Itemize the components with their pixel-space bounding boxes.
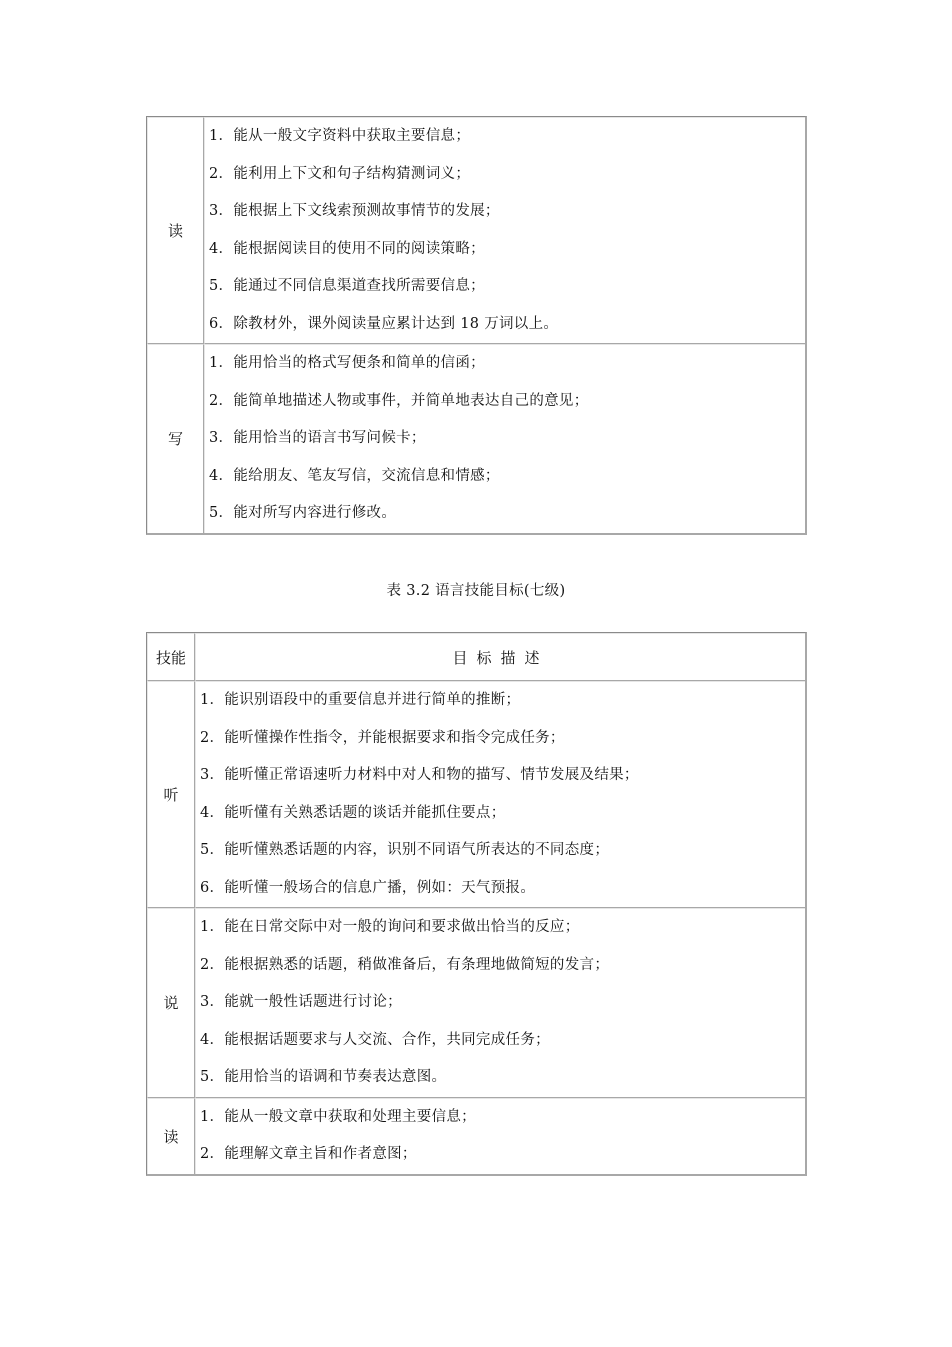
description-cell [195, 908, 805, 1098]
list-item: 6．能听懂一般场合的信息广播，例如：天气预报。 [200, 879, 536, 896]
list-item: 3．能听懂正常语速听力材料中对人和物的描写、情节发展及结果； [200, 767, 639, 783]
description-cell [204, 117, 805, 344]
list-item: 4．能根据话题要求与人交流、合作，共同完成任务； [200, 1031, 550, 1048]
list-item: 3．能用恰当的语言书写问候卡； [209, 430, 426, 446]
list-item: 1．能识别语段中的重要信息并进行简单的推断； [200, 692, 521, 708]
list-item: 4．能给朋友、笔友写信，交流信息和情感； [209, 467, 500, 484]
list-item: 2．能利用上下文和句子结构猜测词义； [209, 165, 471, 182]
skill-cell-read: 读 [147, 117, 204, 344]
skill-cell-speak: 说 [147, 908, 195, 1098]
skill-cell-read: 读 [147, 1098, 195, 1174]
skill-cell-write: 写 [147, 344, 204, 533]
list-item: 1．能在日常交际中对一般的询问和要求做出恰当的反应； [200, 919, 580, 935]
table-row [147, 681, 805, 908]
description-cell [195, 1098, 805, 1174]
list-item: 6．除教材外，课外阅读量应累计达到 18 万词以上。 [209, 315, 559, 332]
list-item: 2．能听懂操作性指令，并能根据要求和指令完成任务； [200, 729, 565, 746]
list-item: 3．能就一般性话题进行讨论； [200, 994, 402, 1010]
table-row [147, 908, 805, 1098]
description-cell [204, 344, 805, 533]
list-item: 5．能听懂熟悉话题的内容，识别不同语气所表达的不同态度； [200, 842, 610, 858]
table-row [147, 117, 805, 344]
header-skill: 技能 [147, 633, 195, 681]
list-item: 5．能用恰当的语调和节奏表达意图。 [200, 1069, 447, 1085]
skills-table-6 [146, 116, 807, 535]
list-item: 5．能通过不同信息渠道查找所需要信息； [209, 278, 485, 294]
skill-cell-listen: 听 [147, 681, 195, 908]
list-item: 4．能听懂有关熟悉话题的谈话并能抓住要点； [200, 804, 506, 821]
list-item: 2．能根据熟悉的话题，稍做准备后，有条理地做简短的发言； [200, 956, 610, 973]
skills-table-7 [146, 632, 807, 1176]
list-item: 2．能简单地描述人物或事件，并简单地表达自己的意见； [209, 392, 589, 409]
list-item: 1．能用恰当的格式写便条和简单的信函； [209, 355, 485, 371]
list-item: 2．能理解文章主旨和作者意图； [200, 1146, 417, 1162]
list-item: 1．能从一般文字资料中获取主要信息； [209, 128, 471, 144]
header-description: 目标描述 [195, 633, 805, 681]
table-header-row [147, 633, 805, 681]
table-row [147, 1098, 805, 1174]
list-item: 5．能对所写内容进行修改。 [209, 505, 397, 521]
table-row [147, 344, 805, 533]
list-item: 4．能根据阅读目的使用不同的阅读策略； [209, 240, 485, 257]
list-item: 1．能从一般文章中获取和处理主要信息； [200, 1108, 476, 1125]
list-item: 3．能根据上下文线索预测故事情节的发展； [209, 203, 500, 219]
table-caption: 表 3.2 语言技能目标(七级) [386, 583, 566, 599]
description-cell [195, 681, 805, 908]
